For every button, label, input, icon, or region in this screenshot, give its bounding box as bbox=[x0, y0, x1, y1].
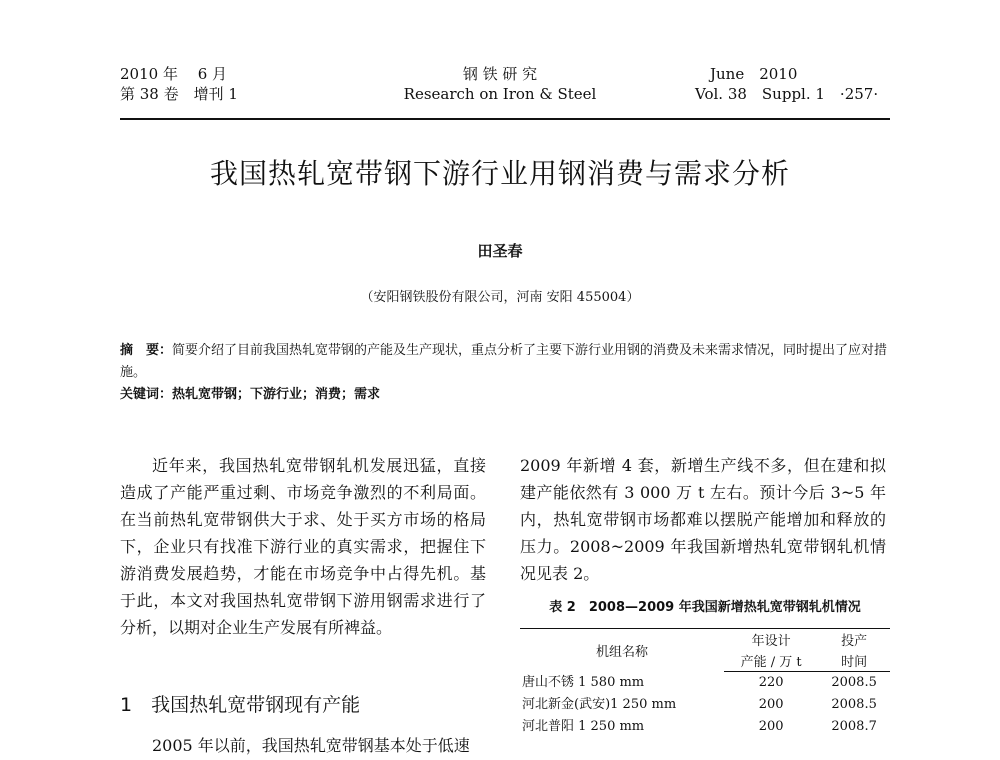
intro-paragraph: 近年来，我国热轧宽带钢轧机发展迅猛，直接造成了产能严重过剩、市场竞争激烈的不利局面。在当前热轧宽带钢供大于求、处于买方市场的格局下，企业只有找准下游行业的真实需求，把握住下游消费发展趋势，才能在市场竞争中占得先机。基于此，本文对我国热轧宽带钢下游用钢需求进行了分析，以期对企业生产发展有所裨益。 bbox=[120, 456, 486, 637]
keywords-text: 热轧宽带钢；下游行业；消费；需求 bbox=[172, 387, 381, 402]
keywords bbox=[120, 384, 890, 406]
table-row bbox=[520, 672, 890, 695]
col-header-date-2: 时间 bbox=[818, 650, 890, 672]
row-date: 2008.5 bbox=[831, 697, 877, 712]
row-name: 唐山不锈 1 580 mm bbox=[522, 674, 645, 690]
header-volume: 第 38 卷 增刊 1 bbox=[120, 85, 238, 103]
abstract-block bbox=[120, 340, 890, 406]
affiliation: （安阳钢铁股份有限公司，河南 安阳 455004） bbox=[360, 290, 640, 305]
row-date: 2008.7 bbox=[831, 719, 877, 734]
table-2 bbox=[520, 628, 890, 738]
abstract bbox=[120, 340, 890, 384]
col-header-capacity-2: 产能 / 万 t bbox=[724, 650, 818, 672]
row-name: 河北新金(武安)1 250 mm bbox=[522, 697, 677, 712]
header-date-en: June 2010 bbox=[710, 65, 798, 83]
table-2-caption: 表 2 2008—2009 年我国新增热轧宽带钢轧机情况 bbox=[549, 600, 861, 615]
right-paragraph: 2009 年新增 4 套，新增生产线不多，但在建和拟建产能依然有 3 000 万 t 左右。预计今后 3~5 年内，热轧宽带钢市场都难以摆脱产能增加和释放的压力。2008~2009 年我国新增热轧宽带钢轧机情况见表 2。 bbox=[520, 456, 886, 583]
section-1-paragraph: 2005 年以前，我国热轧宽带钢基本处于低速 bbox=[152, 736, 470, 755]
table-row bbox=[520, 716, 890, 738]
abstract-text: 简要介绍了目前我国热轧宽带钢的产能及生产现状，重点分析了主要下游行业用钢的消费及未来需求情况，同时提出了应对措施。 bbox=[120, 343, 888, 380]
journal-name-en: Research on Iron & Steel bbox=[403, 85, 597, 103]
row-capacity: 200 bbox=[758, 697, 784, 712]
journal-name-cn: 钢 铁 研 究 bbox=[462, 65, 538, 83]
col-header-name: 机组名称 bbox=[520, 629, 724, 672]
header-volume-page: Vol. 38 Suppl. 1 ·257· bbox=[695, 85, 879, 103]
author-name: 田圣春 bbox=[477, 242, 523, 260]
abstract-label: 摘 要： bbox=[120, 343, 173, 358]
col-header-date-1: 投产 bbox=[818, 629, 890, 651]
article-title: 我国热轧宽带钢下游行业用钢消费与需求分析 bbox=[209, 157, 790, 190]
keywords-label: 关键词： bbox=[120, 387, 173, 402]
header-rule bbox=[120, 118, 890, 120]
section-1-heading: 1 我国热轧宽带钢现有产能 bbox=[120, 694, 361, 716]
left-column-intro bbox=[120, 452, 486, 641]
left-column-section1 bbox=[120, 732, 486, 759]
table-row bbox=[520, 694, 890, 716]
header-date: 2010 年 6 月 bbox=[120, 65, 228, 83]
row-capacity: 220 bbox=[758, 675, 784, 690]
row-capacity: 200 bbox=[758, 719, 784, 734]
row-name: 河北普阳 1 250 mm bbox=[522, 719, 645, 734]
right-column bbox=[520, 452, 886, 587]
row-date: 2008.5 bbox=[831, 675, 877, 690]
col-header-capacity-1: 年设计 bbox=[724, 629, 818, 651]
